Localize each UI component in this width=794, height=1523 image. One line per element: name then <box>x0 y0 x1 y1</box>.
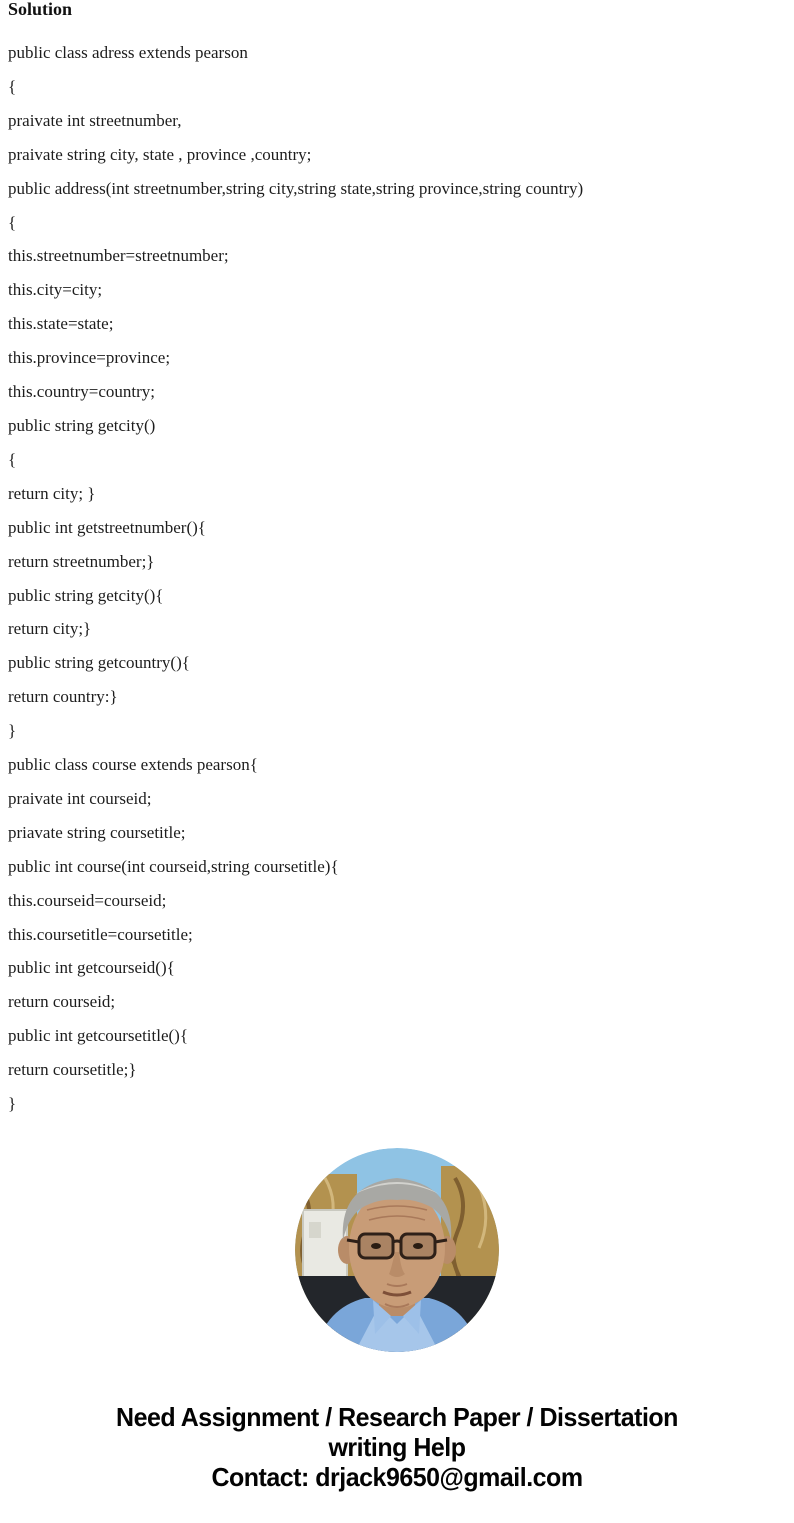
code-line: return city;} <box>8 619 92 639</box>
code-line: public address(int streetnumber,string city,string state,string province,string country) <box>8 178 584 198</box>
solution-heading: Solution <box>8 0 73 19</box>
code-line: praivate int courseid; <box>8 788 152 808</box>
code-line: public int getcoursetitle(){ <box>8 1026 188 1046</box>
footer-contact-email: Contact: drjack9650@gmail.com <box>211 1462 583 1492</box>
code-line: this.streetnumber=streetnumber; <box>8 246 229 266</box>
code-line: public string getcountry(){ <box>8 653 190 673</box>
code-line: { <box>8 212 17 232</box>
instructor-avatar <box>295 1148 499 1352</box>
code-line: public int getstreetnumber(){ <box>8 517 206 537</box>
code-line: { <box>8 449 17 469</box>
code-line: public int course(int courseid,string coursetitle){ <box>8 856 339 876</box>
code-line: this.coursetitle=coursetitle; <box>8 924 193 944</box>
code-line: return city; } <box>8 483 96 503</box>
code-line: this.country=country; <box>8 382 155 402</box>
code-line: return courseid; <box>8 992 116 1012</box>
code-line: priavate string coursetitle; <box>8 822 186 842</box>
code-line: this.province=province; <box>8 348 171 368</box>
code-line: public class course extends pearson{ <box>8 755 258 775</box>
code-line: this.city=city; <box>8 280 103 300</box>
code-line: return country:} <box>8 687 118 707</box>
code-line: } <box>8 1094 17 1114</box>
code-line: this.state=state; <box>8 314 114 334</box>
code-line: public string getcity() <box>8 415 156 435</box>
code-line: praivate int streetnumber, <box>8 110 182 130</box>
footer-line-2: writing Help <box>328 1432 466 1462</box>
code-line: return streetnumber;} <box>8 551 155 571</box>
code-line: public int getcourseid(){ <box>8 958 175 978</box>
footer-banner <box>16 1402 778 1492</box>
code-line: public string getcity(){ <box>8 585 164 605</box>
solution-code-block <box>0 36 794 1121</box>
code-line: { <box>8 76 17 96</box>
footer-line-1: Need Assignment / Research Paper / Dissertation <box>116 1402 678 1432</box>
code-line: this.courseid=courseid; <box>8 890 167 910</box>
instructor-avatar-image <box>295 1148 499 1352</box>
code-line: return coursetitle;} <box>8 1060 137 1080</box>
code-line: public class adress extends pearson <box>8 43 248 62</box>
code-line: } <box>8 721 17 741</box>
code-line: praivate string city, state , province ,country; <box>8 144 312 164</box>
